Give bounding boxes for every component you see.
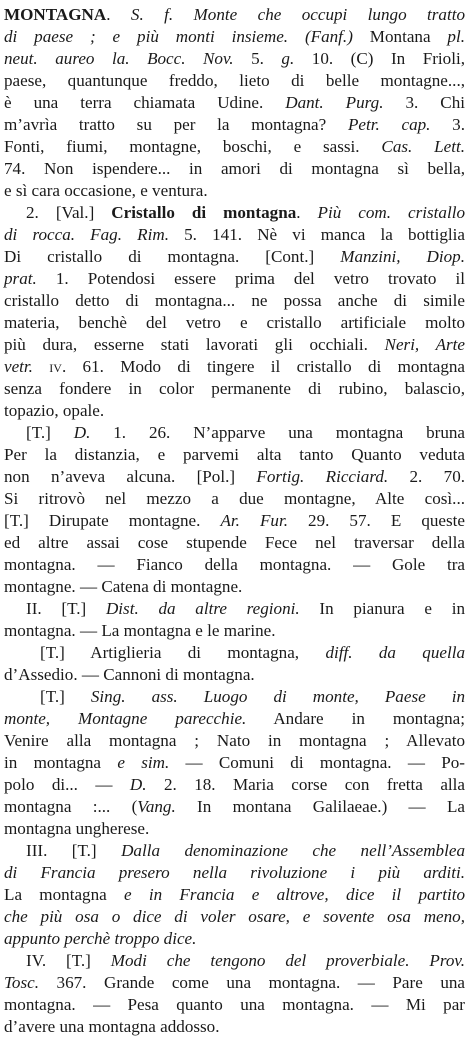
entry-text: polo di... — [4, 775, 130, 794]
entry-text: 367. Grande come una montagna. — Pare una [39, 973, 465, 992]
entry-text: Neri, Arte [384, 335, 465, 354]
entry-line [4, 466, 465, 488]
entry-text: 5. [233, 49, 282, 68]
entry-text: e in Francia e altrove, dice il partito [123, 885, 465, 904]
entry-text: montagna. — Fianco della montagna. — Gole tra [4, 555, 465, 574]
entry-line [4, 620, 465, 642]
entry-line [4, 202, 465, 224]
entry-text: [T.] [40, 687, 91, 706]
entry-text: D. [129, 775, 147, 794]
entry-line [4, 598, 465, 620]
entry-text: II. [T.] [26, 599, 106, 618]
entry-text: . [296, 203, 318, 222]
entry-text: Modi che tengono del proverbiale. Prov. [110, 951, 465, 970]
entry-line [4, 334, 465, 356]
entry-line [4, 752, 465, 774]
entry-text: Dant. Purg. [285, 93, 384, 112]
entry-text: Di cristallo di montagna. [Cont.] [4, 247, 341, 266]
entry-text: 10. (C) In Frioli, [294, 49, 465, 68]
entry-text: . [106, 5, 131, 24]
entry-text: Petr. cap. [347, 115, 431, 134]
entry-text: S. f. Monte che occupi lungo tratto [130, 5, 465, 24]
entry-text: ed altre assai cose stupende Fece nel traversar della [4, 533, 465, 552]
entry-text: 1. 26. N’apparve una montagna bruna [90, 423, 465, 442]
entry-text: senza fondere in color permanente di rubino, balascio, [4, 379, 465, 398]
entry-text: Dalla denominazione che nell’Assemblea [121, 841, 465, 860]
entry-line [4, 884, 465, 906]
entry-line [4, 642, 465, 664]
entry-line [4, 928, 465, 950]
entry-text: è una terra chiamata Udine. [4, 93, 286, 112]
entry-line [4, 356, 465, 378]
entry-text: [T.] Dirupate montagne. [4, 511, 221, 530]
entry-line [4, 532, 465, 554]
entry-text: g. [281, 49, 295, 68]
entry-text: non n’aveva alcuna. [Pol.] [4, 467, 257, 486]
entry-text: vetr. [4, 357, 33, 376]
entry-line [4, 796, 465, 818]
entry-text: 1. Potendosi essere prima del vetro trovato il [36, 269, 465, 288]
entry-text: e sì cara occasione, e ventura. [4, 181, 208, 200]
entry-text: Vang. [137, 797, 176, 816]
entry-text: iv [49, 357, 62, 376]
entry-line [4, 422, 465, 444]
entry-text: 74. Non ispendere... in amori di montagna sì bella, [4, 159, 465, 178]
entry-text: 5. 141. Nè vi manca la bottiglia [168, 225, 465, 244]
entry-line [4, 840, 465, 862]
entry-text: In pianura e in [299, 599, 465, 618]
entry-text: di Francia presero nella rivoluzione i più arditi. [4, 863, 465, 882]
entry-text: Tosc. [4, 973, 39, 992]
entry-text: — Comuni di montagna. — Po- [169, 753, 466, 772]
entry-text: d’Assedio. — Cannoni di montagna. [4, 665, 255, 684]
entry-line [4, 730, 465, 752]
entry-text: e sim. [117, 753, 170, 772]
entry-text: 2. 18. Maria corse con fretta alla [146, 775, 465, 794]
entry-text: topazio, opale. [4, 401, 105, 420]
entry-line [4, 312, 465, 334]
entry-text: montagna. — Pesa quanto una montagna. — Mi par [4, 995, 465, 1014]
entry-line [4, 554, 465, 576]
entry-line [4, 444, 465, 466]
entry-text: D. [73, 423, 91, 442]
entry-line [4, 92, 465, 114]
entry-text: che più osa o dice di voler osare, e sovente osa meno, [4, 907, 465, 926]
entry-text: materia, benchè del vetro e cristallo artificiale molto [4, 313, 465, 332]
entry-text: [T.] [26, 423, 74, 442]
entry-text: paese, quantunque freddo, lieto di belle montagne..., [4, 71, 465, 90]
dictionary-entry-montagna [4, 4, 465, 1038]
entry-text: monte, Montagne parecchie. [4, 709, 247, 728]
entry-text: prat. [4, 269, 37, 288]
entry-text: pl. [447, 27, 465, 46]
entry-text: diff. da quella [325, 643, 466, 662]
entry-line [4, 268, 465, 290]
entry-text: Manzini, Diop. [340, 247, 465, 266]
entry-line [4, 246, 465, 268]
entry-line [4, 818, 465, 840]
entry-text: Dist. da altre regioni. [105, 599, 300, 618]
entry-line [4, 48, 465, 70]
headword: Cristallo di montagna [111, 203, 297, 222]
entry-text: Si ritrovò nel mezzo a due montagne, Alte così... [4, 489, 465, 508]
entry-line [4, 224, 465, 246]
entry-text: 29. 57. E queste [287, 511, 465, 530]
entry-line [4, 950, 465, 972]
entry-text: Fonti, fiumi, montagne, boschi, e sassi. [4, 137, 382, 156]
entry-text: Montana [352, 27, 448, 46]
entry-line [4, 400, 465, 422]
entry-text: di paese ; e più monti insieme. (Fanf.) [4, 27, 353, 46]
entry-line [4, 136, 465, 158]
entry-text: Andare in montagna; [246, 709, 465, 728]
entry-text: III. [T.] [26, 841, 122, 860]
entry-text [33, 357, 49, 376]
entry-line [4, 488, 465, 510]
headword: MONTAGNA [4, 5, 107, 24]
entry-line [4, 994, 465, 1016]
entry-line [4, 708, 465, 730]
entry-text: m’avrìa tratto su per la montagna? [4, 115, 348, 134]
entry-line [4, 4, 465, 26]
entry-text: appunto perchè troppo dice. [4, 929, 197, 948]
entry-line [4, 26, 465, 48]
entry-text: La montagna [4, 885, 124, 904]
entry-text: 3. Chi [383, 93, 465, 112]
entry-line [4, 1016, 465, 1038]
entry-text: montagna ungherese. [4, 819, 150, 838]
entry-line [4, 180, 465, 202]
entry-line [4, 158, 465, 180]
entry-text: d’avere una montagna addosso. [4, 1017, 220, 1036]
entry-line [4, 906, 465, 928]
entry-text: 2. [Val.] [26, 203, 112, 222]
entry-text: Per la distanzia, e parvemi alta tanto Quanto veduta [4, 445, 465, 464]
entry-text: cristallo detto di montagna... ne possa anche di simile [4, 291, 465, 310]
entry-text: In montana Galilaeae.) — La [175, 797, 465, 816]
entry-text: in montagna [4, 753, 118, 772]
entry-line [4, 862, 465, 884]
entry-text: Ar. Fur. [220, 511, 288, 530]
entry-line [4, 576, 465, 598]
entry-text: Fortig. Ricciard. [256, 467, 389, 486]
entry-text: neut. aureo la. Bocc. Nov. [4, 49, 234, 68]
entry-text: Sing. ass. Luogo di monte, Paese in [90, 687, 466, 706]
entry-line [4, 686, 465, 708]
entry-line [4, 510, 465, 532]
entry-text: montagna. — La montagna e le marine. [4, 621, 276, 640]
entry-text: di rocca. Fag. Rim. [4, 225, 169, 244]
entry-line [4, 664, 465, 686]
entry-line [4, 774, 465, 796]
entry-line [4, 972, 465, 994]
entry-text: Cas. Lett. [381, 137, 465, 156]
entry-text: [T.] Artiglieria di montagna, [40, 643, 326, 662]
entry-text: Più com. cristallo [317, 203, 466, 222]
entry-line [4, 378, 465, 400]
entry-text: 3. [430, 115, 465, 134]
entry-text: montagne. — Catena di montagne. [4, 577, 243, 596]
entry-line [4, 290, 465, 312]
entry-text: montagna :... ( [4, 797, 138, 816]
entry-text: . 61. Modo di tingere il cristallo di montagna [61, 357, 466, 376]
entry-text: IV. [T.] [26, 951, 111, 970]
entry-text: Venire alla montagna ; Nato in montagna ; Allevato [4, 731, 465, 750]
entry-line [4, 70, 465, 92]
entry-text: 2. 70. [388, 467, 466, 486]
entry-line [4, 114, 465, 136]
entry-text: più dura, esserne stati lavorati gli occhiali. [4, 335, 385, 354]
